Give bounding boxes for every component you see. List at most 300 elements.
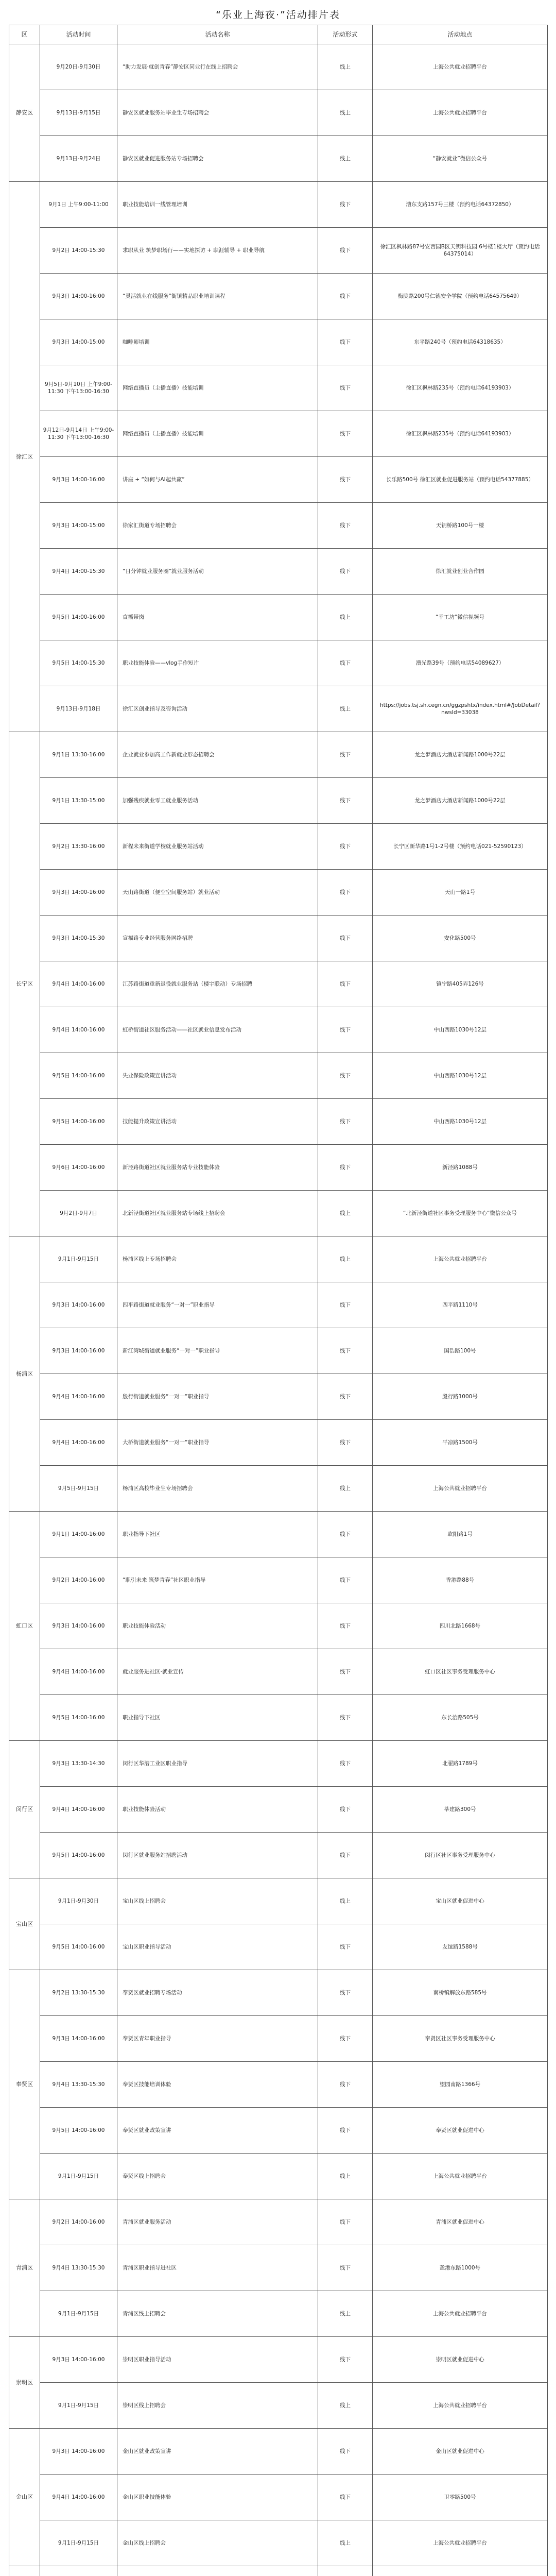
name-cell: 职业指导下社区 (117, 1512, 318, 1557)
form-cell: 线下 (318, 228, 373, 274)
place-cell: 上海公共就业招聘平台 (373, 2291, 548, 2337)
time-cell: 9月13日-9月24日 (40, 136, 117, 182)
place-cell: 新泾路1088号 (373, 1145, 548, 1191)
table-row (9, 1833, 548, 1878)
table-row (9, 44, 548, 90)
place-cell: 安化路500号 (373, 916, 548, 961)
form-cell: 线下 (318, 1099, 373, 1145)
name-cell: 加强残疾就业零工就业服务活动 (117, 778, 318, 824)
name-cell: 职业技能培训一线管理培训 (117, 182, 318, 228)
time-cell: 9月1日 14:00-16:00 (40, 1512, 117, 1557)
time-cell: 9月4日 14:00-16:00 (40, 1420, 117, 1466)
time-cell: 9月1日 13:30-16:00 (40, 732, 117, 778)
name-cell: 闵行区就业服务站招聘活动 (117, 1833, 318, 1878)
name-cell: “职引未来 筑梦青春”社区职业指导 (117, 1557, 318, 1603)
table-row (9, 1191, 548, 1236)
time-cell: 9月5日 14:00-16:00 (40, 1924, 117, 1970)
name-cell: 职业技能体验——vlog手作短片 (117, 640, 318, 686)
place-cell: 上海公共就业招聘平台 (373, 2383, 548, 2429)
time-cell: 9月5日 14:00-16:00 (40, 1833, 117, 1878)
table-row (9, 1282, 548, 1328)
table-row (9, 1053, 548, 1099)
form-cell: 线下 (318, 1557, 373, 1603)
name-cell: 奉贤区就业招聘专场活动 (117, 1970, 318, 2016)
name-cell (117, 2566, 318, 2576)
form-cell: 线下 (318, 1603, 373, 1649)
name-cell: 网络直播员（主播直播）技能培训 (117, 411, 318, 457)
place-cell: 四川北路1668号 (373, 1603, 548, 1649)
name-cell: 宝山区职业指导活动 (117, 1924, 318, 1970)
form-cell: 线上 (318, 2154, 373, 2199)
form-cell: 线下 (318, 182, 373, 228)
table-row (9, 870, 548, 916)
time-cell: 9月3日 14:00-15:00 (40, 503, 117, 549)
time-cell: 9月2日 13:30-15:30 (40, 1970, 117, 2016)
table-row (9, 90, 548, 136)
name-cell: 天山路街道（便空空间服务站）就业活动 (117, 870, 318, 916)
name-cell: 宝山区线上招聘会 (117, 1878, 318, 1924)
time-cell: 9月4日 14:00-16:00 (40, 1787, 117, 1833)
name-cell: 职业指导下社区 (117, 1695, 318, 1741)
table-row (9, 961, 548, 1007)
form-cell: 线下 (318, 1282, 373, 1328)
name-cell: 北新泾街道社区就业服务站专场线上招聘会 (117, 1191, 318, 1236)
form-cell: 线下 (318, 1007, 373, 1053)
place-cell: 卫零路500号 (373, 2475, 548, 2520)
place-cell: 龙之梦酒店大酒店新闻路1000号22层 (373, 732, 548, 778)
place-cell: https://jobs.tsj.sh.cegn.cn/ggzpshtx/index.html#/JobDetail?nwsId=33038 (373, 686, 548, 732)
name-cell: 崇明区线上招聘会 (117, 2383, 318, 2429)
time-cell: 9月3日 14:00-16:00 (40, 1282, 117, 1328)
place-cell: 金山区就业促进中心 (373, 2429, 548, 2475)
name-cell: 宣福路专业经营服务网络招聘 (117, 916, 318, 961)
time-cell: 9月2日 13:30-16:00 (40, 824, 117, 870)
place-cell: “静安就业”微信公众号 (373, 136, 548, 182)
table-row (9, 2016, 548, 2062)
table-row (9, 1649, 548, 1695)
place-cell: 奉贤区就业促进中心 (373, 2108, 548, 2154)
name-cell: 青浦区线上招聘会 (117, 2291, 318, 2337)
name-cell: 静安区就业促进服务站专场招聘会 (117, 136, 318, 182)
name-cell: 徐家汇街道专场招聘会 (117, 503, 318, 549)
time-cell: 9月4日 14:00-16:00 (40, 2475, 117, 2520)
activity-table (9, 25, 548, 2576)
form-cell: 线下 (318, 2016, 373, 2062)
place-cell: 天山一路1号 (373, 870, 548, 916)
table-row (9, 2291, 548, 2337)
time-cell: 9月2日 14:00-15:30 (40, 228, 117, 274)
form-cell: 线下 (318, 1420, 373, 1466)
table-row (9, 1787, 548, 1833)
place-cell: 东平路240号（预约电话64318635） (373, 319, 548, 365)
time-cell: 9月4日 14:00-15:30 (40, 549, 117, 595)
time-cell: 9月1日 13:30-15:00 (40, 778, 117, 824)
place-cell: 徐汇区枫林路87号安西园B区天钥科技园 6号楼1楼大厅（预约电话64375014） (373, 228, 548, 274)
district-cell: 长宁区 (9, 732, 40, 1236)
time-cell: 9月5日 14:00-16:00 (40, 1099, 117, 1145)
time-cell: 9月5日-9月10日 上午9:00-11:30 下午13:00-16:30 (40, 365, 117, 411)
place-cell: 殷行路1000号 (373, 1374, 548, 1420)
table-row (9, 1557, 548, 1603)
place-cell: 上海公共就业招聘平台 (373, 44, 548, 90)
table-row (9, 549, 548, 595)
district-cell: 宝山区 (9, 1878, 40, 1970)
name-cell: 失业保险政策宣讲活动 (117, 1053, 318, 1099)
time-cell: 9月1日-9月15日 (40, 1236, 117, 1282)
form-cell: 线上 (318, 1191, 373, 1236)
time-cell: 9月3日 14:00-16:00 (40, 1603, 117, 1649)
form-cell: 线上 (318, 136, 373, 182)
name-cell: “灵活就业在线服务”街镇精品职业培训课程 (117, 274, 318, 319)
name-cell: 就业服务进社区·就业宣传 (117, 1649, 318, 1695)
table-row (9, 182, 548, 228)
time-cell: 9月6日 14:00-16:00 (40, 1145, 117, 1191)
place-cell: 上海公共就业招聘平台 (373, 2154, 548, 2199)
name-cell: 青浦区职业指导进社区 (117, 2245, 318, 2291)
name-cell: 闵行区华漕工业区职业指导 (117, 1741, 318, 1787)
place-cell: 梅陇路200号仁德安全学院（预约电话64575649） (373, 274, 548, 319)
place-cell: 香港路88号 (373, 1557, 548, 1603)
time-cell: 9月2日 14:00-16:00 (40, 2199, 117, 2245)
place-cell: 北翟路1789号 (373, 1741, 548, 1787)
name-cell: 奉贤区技能培训体验 (117, 2062, 318, 2108)
name-cell: 奉贤区就业政策宣讲 (117, 2108, 318, 2154)
place-cell: 友谊路1588号 (373, 1924, 548, 1970)
place-cell: 中山西路1030号12层 (373, 1007, 548, 1053)
form-cell: 线下 (318, 2337, 373, 2383)
name-cell: 网络直播员（主播直播）技能培训 (117, 365, 318, 411)
district-cell: 杨浦区 (9, 1236, 40, 1512)
form-cell: 线下 (318, 1924, 373, 1970)
name-cell: 江苏路街道重新退役就业服务站（楼宇联动）专场招聘 (117, 961, 318, 1007)
time-cell: 9月4日 14:00-16:00 (40, 1374, 117, 1420)
time-cell: 9月3日 14:00-16:00 (40, 2016, 117, 2062)
table-row (9, 2199, 548, 2245)
form-cell: 线下 (318, 1649, 373, 1695)
table-row (9, 2520, 548, 2566)
form-cell: 线下 (318, 870, 373, 916)
table-row (9, 365, 548, 411)
form-cell: 线下 (318, 503, 373, 549)
time-cell: 9月4日 13:30-15:30 (40, 2245, 117, 2291)
name-cell: 杨浦区高校毕业生专场招聘会 (117, 1466, 318, 1512)
form-cell: 线上 (318, 1236, 373, 1282)
place-cell: 崇明区就业促进中心 (373, 2337, 548, 2383)
form-cell: 线下 (318, 1741, 373, 1787)
place-cell: 徐汇区枫林路235号（预约电话64193903） (373, 365, 548, 411)
name-cell: 崇明区职业指导活动 (117, 2337, 318, 2383)
table-row (9, 2154, 548, 2199)
place-cell: 宝山区就业促进中心 (373, 1878, 548, 1924)
name-cell: 讲座 + “如何与AI起共赢” (117, 457, 318, 503)
place-cell: 青浦区就业促进中心 (373, 2199, 548, 2245)
table-row (9, 1512, 548, 1557)
table-row (9, 411, 548, 457)
name-cell: 四平路街道就业服务“一对一”职业指导 (117, 1282, 318, 1328)
form-cell: 线下 (318, 411, 373, 457)
name-cell: 青浦区就业服务活动 (117, 2199, 318, 2245)
table-row (9, 1007, 548, 1053)
table-body (9, 44, 548, 2576)
form-cell: 线上 (318, 2383, 373, 2429)
time-cell: 9月3日 14:00-16:00 (40, 457, 117, 503)
time-cell: 9月1日-9月15日 (40, 2291, 117, 2337)
place-cell: 上海公共就业招聘平台 (373, 90, 548, 136)
table-row (9, 457, 548, 503)
header-place: 活动地点 (373, 25, 548, 44)
name-cell: 金山区职业技能体验 (117, 2475, 318, 2520)
form-cell: 线下 (318, 916, 373, 961)
name-cell: 求职从业 筑梦职场行——实地探访 + 职涯辅导 + 职业导航 (117, 228, 318, 274)
district-cell: 奉贤区 (9, 1970, 40, 2199)
place-cell: “北新泾街道社区事务受理服务中心”微信公众号 (373, 1191, 548, 1236)
table-row (9, 2062, 548, 2108)
time-cell: 9月13日-9月15日 (40, 90, 117, 136)
form-cell: 线下 (318, 2475, 373, 2520)
form-cell (318, 2566, 373, 2576)
name-cell: 奉贤区线上招聘会 (117, 2154, 318, 2199)
form-cell: 线下 (318, 274, 373, 319)
place-cell: 四平路1110号 (373, 1282, 548, 1328)
place-cell: 奉贤区社区事务受理服务中心 (373, 2016, 548, 2062)
time-cell: 9月2日-9月7日 (40, 1191, 117, 1236)
form-cell: 线下 (318, 1787, 373, 1833)
name-cell: 职业技能体验活动 (117, 1787, 318, 1833)
time-cell: 9月3日 14:00-15:30 (40, 916, 117, 961)
form-cell: 线下 (318, 2108, 373, 2154)
name-cell: 新程未来街道学校就业服务站活动 (117, 824, 318, 870)
form-cell: 线下 (318, 2245, 373, 2291)
time-cell: 9月3日 13:30-14:30 (40, 1741, 117, 1787)
name-cell: 静安区就业服务站毕业生专场招聘会 (117, 90, 318, 136)
form-cell: 线下 (318, 1053, 373, 1099)
place-cell: 望园南路1366号 (373, 2062, 548, 2108)
table-row (9, 1970, 548, 2016)
place-cell: 上海公共就业招聘平台 (373, 1466, 548, 1512)
form-cell: 线下 (318, 2429, 373, 2475)
form-cell: 线上 (318, 595, 373, 640)
name-cell: 企业就业参加高工作新就业形态招聘会 (117, 732, 318, 778)
form-cell: 线上 (318, 2291, 373, 2337)
time-cell: 9月13日-9月18日 (40, 686, 117, 732)
table-row (9, 2566, 548, 2576)
place-cell: 南桥镇解放东路585号 (373, 1970, 548, 2016)
district-cell: 静安区 (9, 44, 40, 182)
form-cell: 线下 (318, 1512, 373, 1557)
name-cell: 奉贤区青年职业指导 (117, 2016, 318, 2062)
header-time: 活动时间 (40, 25, 117, 44)
place-cell: 镇宁路405弄126号 (373, 961, 548, 1007)
district-cell (9, 2566, 40, 2576)
time-cell: 9月1日-9月15日 (40, 2383, 117, 2429)
table-row (9, 1420, 548, 1466)
place-cell: 徐汇就业创业合作园 (373, 549, 548, 595)
time-cell: 9月1日-9月30日 (40, 1878, 117, 1924)
time-cell (40, 2566, 117, 2576)
name-cell: 大桥街道就业服务“一对一”职业指导 (117, 1420, 318, 1466)
name-cell: 金山区线上招聘会 (117, 2520, 318, 2566)
time-cell: 9月5日 14:00-16:00 (40, 2108, 117, 2154)
table-row (9, 1878, 548, 1924)
time-cell: 9月3日 14:00-16:00 (40, 2429, 117, 2475)
table-row (9, 2337, 548, 2383)
table-row (9, 686, 548, 732)
place-cell: 长宁区新华路1号1-2号楼（预约电话021-52590123） (373, 824, 548, 870)
table-row (9, 1466, 548, 1512)
place-cell (373, 2566, 548, 2576)
header-name: 活动名称 (117, 25, 318, 44)
district-cell: 徐汇区 (9, 182, 40, 732)
place-cell: 中山西路1030号12层 (373, 1099, 548, 1145)
table-row (9, 1741, 548, 1787)
time-cell: 9月3日 14:00-16:00 (40, 2337, 117, 2383)
table-row (9, 1374, 548, 1420)
form-cell: 线下 (318, 549, 373, 595)
table-row (9, 2108, 548, 2154)
header-form: 活动形式 (318, 25, 373, 44)
table-row (9, 778, 548, 824)
form-cell: 线下 (318, 2062, 373, 2108)
table-row (9, 1099, 548, 1145)
time-cell: 9月1日-9月15日 (40, 2154, 117, 2199)
place-cell: 平凉路1500号 (373, 1420, 548, 1466)
table-row (9, 1695, 548, 1741)
time-cell: 9月5日 14:00-16:00 (40, 595, 117, 640)
time-cell: 9月12日-9月14日 上午9:00-11:30 下午13:00-16:30 (40, 411, 117, 457)
table-row (9, 1603, 548, 1649)
place-cell: 闵行区社区事务受理服务中心 (373, 1833, 548, 1878)
place-cell: 中山西路1030号12层 (373, 1053, 548, 1099)
form-cell: 线下 (318, 2199, 373, 2245)
time-cell: 9月3日 14:00-16:00 (40, 1328, 117, 1374)
name-cell: 徐汇区创业指导及咨询活动 (117, 686, 318, 732)
place-cell: “幸工坊”微信视频号 (373, 595, 548, 640)
time-cell: 9月4日 14:00-16:00 (40, 1007, 117, 1053)
table-row (9, 916, 548, 961)
time-cell: 9月3日 14:00-16:00 (40, 274, 117, 319)
form-cell: 线下 (318, 1328, 373, 1374)
form-cell: 线下 (318, 732, 373, 778)
place-cell: 漕东支路157号三楼（预约电话64372850） (373, 182, 548, 228)
table-row (9, 2475, 548, 2520)
place-cell: 天钥桥路100号一楼 (373, 503, 548, 549)
place-cell: 上海公共就业招聘平台 (373, 1236, 548, 1282)
form-cell: 线下 (318, 824, 373, 870)
name-cell: 杨浦区线上专场招聘会 (117, 1236, 318, 1282)
page-title: “乐业上海夜·”活动排片表 (216, 9, 340, 21)
district-cell: 崇明区 (9, 2337, 40, 2429)
table-row (9, 503, 548, 549)
name-cell: 职业技能体验活动 (117, 1603, 318, 1649)
time-cell: 9月4日 14:00-16:00 (40, 1649, 117, 1695)
table-row (9, 732, 548, 778)
place-cell: 欧阳路1号 (373, 1512, 548, 1557)
name-cell: “助力发展·就创青春”静安区同业行在线上招聘会 (117, 44, 318, 90)
name-cell: 技能提升政策宣讲活动 (117, 1099, 318, 1145)
table-row (9, 2383, 548, 2429)
time-cell: 9月5日-9月15日 (40, 1466, 117, 1512)
place-cell: 莘建路300号 (373, 1787, 548, 1833)
district-cell: 金山区 (9, 2429, 40, 2566)
form-cell: 线上 (318, 2520, 373, 2566)
table-row (9, 1145, 548, 1191)
time-cell: 9月1日 上午9:00-11:00 (40, 182, 117, 228)
place-cell: 国浩路100号 (373, 1328, 548, 1374)
place-cell: 徐汇区枫林路235号（预约电话64193903） (373, 411, 548, 457)
form-cell: 线上 (318, 90, 373, 136)
place-cell: 盈港东路1000号 (373, 2245, 548, 2291)
form-cell: 线下 (318, 961, 373, 1007)
place-cell: 东长治路505号 (373, 1695, 548, 1741)
time-cell: 9月4日 14:00-16:00 (40, 961, 117, 1007)
place-cell: 长乐路500号 徐汇区就业促进服务站（预约电话54377885） (373, 457, 548, 503)
table-row (9, 319, 548, 365)
name-cell: 新泾路街道社区就业服务站专业技能体验 (117, 1145, 318, 1191)
form-cell: 线下 (318, 778, 373, 824)
form-cell: 线上 (318, 686, 373, 732)
table-header-row (9, 25, 548, 44)
time-cell: 9月5日 14:00-16:00 (40, 1695, 117, 1741)
table-row (9, 640, 548, 686)
form-cell: 线下 (318, 1970, 373, 2016)
time-cell: 9月20日-9月30日 (40, 44, 117, 90)
form-cell: 线下 (318, 365, 373, 411)
form-cell: 线上 (318, 44, 373, 90)
name-cell: 金山区就业政策宣讲 (117, 2429, 318, 2475)
form-cell: 线下 (318, 640, 373, 686)
table-row (9, 1924, 548, 1970)
table-row (9, 274, 548, 319)
table-row (9, 1236, 548, 1282)
district-cell: 青浦区 (9, 2199, 40, 2337)
form-cell: 线下 (318, 1833, 373, 1878)
form-cell: 线下 (318, 319, 373, 365)
district-cell: 闵行区 (9, 1741, 40, 1878)
time-cell: 9月2日 14:00-16:00 (40, 1557, 117, 1603)
place-cell: 虹口区社区事务受理服务中心 (373, 1649, 548, 1695)
time-cell: 9月3日 14:00-16:00 (40, 870, 117, 916)
name-cell: “日分钟就业服务圈”就业服务活动 (117, 549, 318, 595)
form-cell: 线下 (318, 457, 373, 503)
table-row (9, 1328, 548, 1374)
time-cell: 9月5日 14:00-16:00 (40, 1053, 117, 1099)
table-row (9, 2245, 548, 2291)
district-cell: 虹口区 (9, 1512, 40, 1741)
table-row (9, 2429, 548, 2475)
form-cell: 线上 (318, 1878, 373, 1924)
name-cell: 殷行街道就业服务“一对一”职业指导 (117, 1374, 318, 1420)
name-cell: 咖啡师培训 (117, 319, 318, 365)
table-row (9, 595, 548, 640)
time-cell: 9月4日 13:30-15:30 (40, 2062, 117, 2108)
header-district: 区 (9, 25, 40, 44)
name-cell: 直播带岗 (117, 595, 318, 640)
form-cell: 线下 (318, 1695, 373, 1741)
name-cell: 新江湾城街道就业服务“一对一”职业指导 (117, 1328, 318, 1374)
time-cell: 9月5日 14:00-15:30 (40, 640, 117, 686)
table-row (9, 228, 548, 274)
table-row (9, 824, 548, 870)
form-cell: 线下 (318, 1145, 373, 1191)
name-cell: 虹桥街道社区服务活动——社区就业信息发布活动 (117, 1007, 318, 1053)
form-cell: 线下 (318, 1374, 373, 1420)
place-cell: 龙之梦酒店大酒店新闻路1000号22层 (373, 778, 548, 824)
place-cell: 上海公共就业招聘平台 (373, 2520, 548, 2566)
time-cell: 9月1日-9月15日 (40, 2520, 117, 2566)
form-cell: 线上 (318, 1466, 373, 1512)
table-row (9, 136, 548, 182)
place-cell: 漕光路39号（预约电话54089627） (373, 640, 548, 686)
